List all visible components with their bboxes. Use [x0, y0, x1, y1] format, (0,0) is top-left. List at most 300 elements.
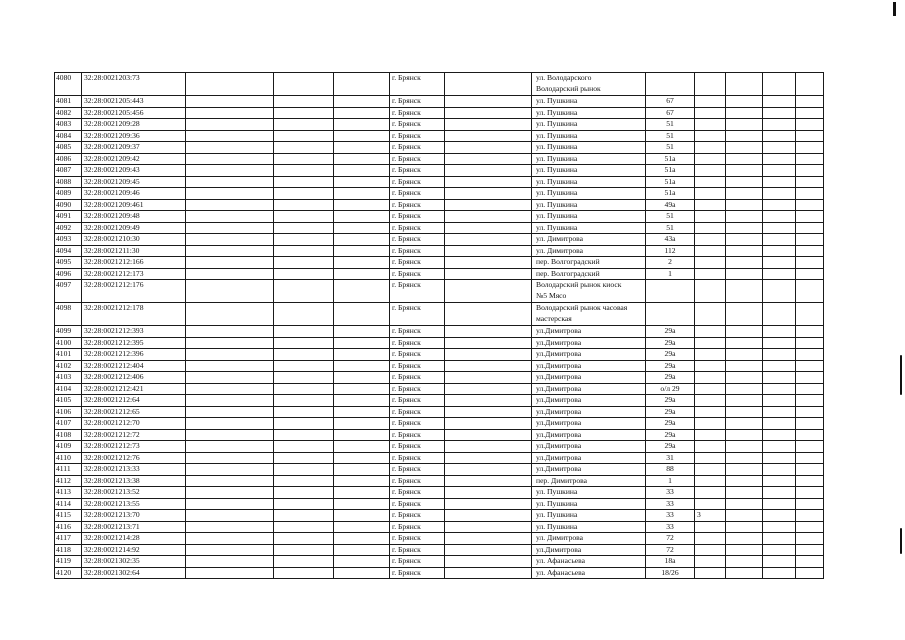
empty-cell: [726, 326, 763, 338]
empty-cell: [186, 303, 274, 326]
table-row: [55, 510, 824, 522]
empty-cell: [334, 533, 390, 545]
table-row: [55, 349, 824, 361]
empty-cell: [726, 211, 763, 223]
extra-cell: [695, 211, 726, 223]
row-number-cell: 4101: [55, 349, 82, 361]
cadastral-number-cell: 32:28:0021213:55: [82, 498, 186, 510]
empty-cell: [186, 360, 274, 372]
empty-cell: [445, 303, 532, 326]
cadastral-number-cell: 32:28:0021212:393: [82, 326, 186, 338]
cadastral-number-cell: 32:28:0021209:43: [82, 165, 186, 177]
city-cell: г. Брянск: [390, 395, 445, 407]
house-number-cell: 18а: [646, 556, 695, 568]
cadastral-number-cell: 32:28:0021212:70: [82, 418, 186, 430]
city-cell: г. Брянск: [390, 153, 445, 165]
empty-cell: [186, 96, 274, 108]
city-cell: г. Брянск: [390, 510, 445, 522]
empty-cell: [334, 119, 390, 131]
street-cell: ул.Димитрова: [532, 429, 646, 441]
empty-cell: [763, 510, 796, 522]
empty-cell: [445, 73, 532, 96]
empty-cell: [334, 73, 390, 96]
house-number-cell: 29а: [646, 406, 695, 418]
empty-cell: [274, 383, 334, 395]
cadastral-number-cell: 32:28:0021212:178: [82, 303, 186, 326]
table-row: [55, 395, 824, 407]
table-row: [55, 257, 824, 269]
house-number-cell: о/л 29: [646, 383, 695, 395]
empty-cell: [445, 268, 532, 280]
cadastral-number-cell: 32:28:0021212:421: [82, 383, 186, 395]
empty-cell: [726, 234, 763, 246]
cadastral-number-cell: 32:28:0021212:64: [82, 395, 186, 407]
empty-cell: [334, 130, 390, 142]
row-number-cell: 4097: [55, 280, 82, 303]
city-cell: г. Брянск: [390, 567, 445, 579]
row-number-cell: 4081: [55, 96, 82, 108]
house-number-cell: 51а: [646, 153, 695, 165]
empty-cell: [274, 73, 334, 96]
empty-cell: [274, 130, 334, 142]
house-number-cell: 18/26: [646, 567, 695, 579]
empty-cell: [334, 349, 390, 361]
empty-cell: [186, 165, 274, 177]
empty-cell: [334, 452, 390, 464]
extra-cell: [695, 268, 726, 280]
house-number-cell: 49а: [646, 199, 695, 211]
cadastral-number-cell: 32:28:0021210:30: [82, 234, 186, 246]
empty-cell: [726, 475, 763, 487]
house-number-cell: 67: [646, 107, 695, 119]
row-number-cell: 4114: [55, 498, 82, 510]
city-cell: г. Брянск: [390, 245, 445, 257]
table-row: [55, 107, 824, 119]
empty-cell: [445, 234, 532, 246]
street-cell: ул. Димитрова: [532, 245, 646, 257]
street-cell: ул. Пушкина: [532, 165, 646, 177]
empty-cell: [796, 130, 824, 142]
empty-cell: [763, 487, 796, 499]
cadastral-number-cell: 32:28:0021212:396: [82, 349, 186, 361]
empty-cell: [334, 153, 390, 165]
city-cell: г. Брянск: [390, 337, 445, 349]
extra-cell: [695, 567, 726, 579]
house-number-cell: 29а: [646, 326, 695, 338]
empty-cell: [763, 372, 796, 384]
street-cell: ул.Димитрова: [532, 452, 646, 464]
extra-cell: [695, 544, 726, 556]
cadastral-number-cell: 32:28:0021203:73: [82, 73, 186, 96]
empty-cell: [186, 257, 274, 269]
empty-cell: [186, 487, 274, 499]
city-cell: г. Брянск: [390, 188, 445, 200]
city-cell: г. Брянск: [390, 533, 445, 545]
empty-cell: [726, 130, 763, 142]
empty-cell: [334, 475, 390, 487]
cadastral-number-cell: 32:28:0021302:35: [82, 556, 186, 568]
extra-cell: [695, 326, 726, 338]
table-row: [55, 556, 824, 568]
empty-cell: [334, 234, 390, 246]
empty-cell: [334, 360, 390, 372]
city-cell: г. Брянск: [390, 199, 445, 211]
empty-cell: [186, 73, 274, 96]
empty-cell: [726, 510, 763, 522]
empty-cell: [334, 96, 390, 108]
table-row: [55, 142, 824, 154]
empty-cell: [796, 234, 824, 246]
row-number-cell: 4102: [55, 360, 82, 372]
empty-cell: [796, 280, 824, 303]
city-cell: г. Брянск: [390, 268, 445, 280]
empty-cell: [726, 533, 763, 545]
table-row: [55, 360, 824, 372]
empty-cell: [763, 441, 796, 453]
table-row: [55, 211, 824, 223]
empty-cell: [274, 153, 334, 165]
city-cell: г. Брянск: [390, 73, 445, 96]
empty-cell: [334, 464, 390, 476]
register-sheet: [54, 72, 824, 579]
street-cell: ул. Пушкина: [532, 222, 646, 234]
street-cell: ул.Димитрова: [532, 418, 646, 430]
empty-cell: [796, 475, 824, 487]
empty-cell: [186, 521, 274, 533]
street-cell: ул. Пушкина: [532, 211, 646, 223]
table-row: [55, 303, 824, 326]
row-number-cell: 4118: [55, 544, 82, 556]
row-number-cell: 4095: [55, 257, 82, 269]
row-number-cell: 4089: [55, 188, 82, 200]
street-cell: ул.Димитрова: [532, 360, 646, 372]
empty-cell: [445, 510, 532, 522]
empty-cell: [763, 280, 796, 303]
row-number-cell: 4113: [55, 487, 82, 499]
table-row: [55, 521, 824, 533]
street-cell: ул. Пушкина: [532, 199, 646, 211]
empty-cell: [763, 73, 796, 96]
table-row: [55, 96, 824, 108]
extra-cell: [695, 475, 726, 487]
street-cell: пер. Димитрова: [532, 475, 646, 487]
cadastral-number-cell: 32:28:0021212:73: [82, 441, 186, 453]
cadastral-number-cell: 32:28:0021209:37: [82, 142, 186, 154]
row-number-cell: 4108: [55, 429, 82, 441]
table-row: [55, 452, 824, 464]
empty-cell: [726, 487, 763, 499]
empty-cell: [274, 337, 334, 349]
empty-cell: [334, 521, 390, 533]
empty-cell: [186, 176, 274, 188]
empty-cell: [796, 245, 824, 257]
extra-cell: [695, 73, 726, 96]
empty-cell: [763, 464, 796, 476]
empty-cell: [274, 406, 334, 418]
empty-cell: [796, 119, 824, 131]
empty-cell: [445, 257, 532, 269]
empty-cell: [763, 188, 796, 200]
empty-cell: [274, 222, 334, 234]
city-cell: г. Брянск: [390, 441, 445, 453]
empty-cell: [796, 372, 824, 384]
empty-cell: [796, 556, 824, 568]
table-row: [55, 176, 824, 188]
empty-cell: [763, 475, 796, 487]
empty-cell: [763, 107, 796, 119]
table-row: [55, 165, 824, 177]
empty-cell: [445, 498, 532, 510]
cadastral-register-table: [54, 72, 824, 579]
street-cell: ул. Пушкина: [532, 487, 646, 499]
row-number-cell: 4110: [55, 452, 82, 464]
cadastral-number-cell: 32:28:0021212:65: [82, 406, 186, 418]
extra-cell: [695, 234, 726, 246]
table-row: [55, 326, 824, 338]
city-cell: г. Брянск: [390, 383, 445, 395]
empty-cell: [186, 383, 274, 395]
street-cell: ул.Димитрова: [532, 544, 646, 556]
empty-cell: [186, 222, 274, 234]
empty-cell: [186, 418, 274, 430]
empty-cell: [763, 567, 796, 579]
cadastral-number-cell: 32:28:0021212:166: [82, 257, 186, 269]
empty-cell: [445, 153, 532, 165]
empty-cell: [445, 383, 532, 395]
empty-cell: [186, 544, 274, 556]
empty-cell: [445, 130, 532, 142]
empty-cell: [796, 188, 824, 200]
empty-cell: [726, 119, 763, 131]
empty-cell: [445, 475, 532, 487]
empty-cell: [726, 142, 763, 154]
city-cell: г. Брянск: [390, 544, 445, 556]
house-number-cell: 33: [646, 521, 695, 533]
empty-cell: [445, 418, 532, 430]
empty-cell: [726, 257, 763, 269]
row-number-cell: 4103: [55, 372, 82, 384]
empty-cell: [334, 280, 390, 303]
cadastral-number-cell: 32:28:0021213:52: [82, 487, 186, 499]
scan-edge-mark: [900, 355, 902, 395]
empty-cell: [445, 487, 532, 499]
empty-cell: [334, 142, 390, 154]
row-number-cell: 4084: [55, 130, 82, 142]
empty-cell: [796, 498, 824, 510]
empty-cell: [796, 199, 824, 211]
empty-cell: [763, 429, 796, 441]
empty-cell: [186, 510, 274, 522]
row-number-cell: 4092: [55, 222, 82, 234]
empty-cell: [763, 142, 796, 154]
row-number-cell: 4096: [55, 268, 82, 280]
empty-cell: [726, 452, 763, 464]
row-number-cell: 4093: [55, 234, 82, 246]
empty-cell: [334, 487, 390, 499]
empty-cell: [274, 326, 334, 338]
empty-cell: [274, 498, 334, 510]
city-cell: г. Брянск: [390, 211, 445, 223]
table-row: [55, 372, 824, 384]
extra-cell: [695, 372, 726, 384]
extra-cell: [695, 452, 726, 464]
empty-cell: [726, 395, 763, 407]
city-cell: г. Брянск: [390, 142, 445, 154]
empty-cell: [796, 418, 824, 430]
row-number-cell: 4098: [55, 303, 82, 326]
cadastral-number-cell: 32:28:0021212:395: [82, 337, 186, 349]
empty-cell: [796, 222, 824, 234]
row-number-cell: 4120: [55, 567, 82, 579]
street-cell: ул. Димитрова: [532, 234, 646, 246]
empty-cell: [445, 165, 532, 177]
empty-cell: [796, 142, 824, 154]
empty-cell: [763, 521, 796, 533]
empty-cell: [445, 176, 532, 188]
empty-cell: [334, 268, 390, 280]
cadastral-number-cell: 32:28:0021205:456: [82, 107, 186, 119]
cadastral-number-cell: 32:28:0021209:461: [82, 199, 186, 211]
empty-cell: [274, 107, 334, 119]
row-number-cell: 4094: [55, 245, 82, 257]
empty-cell: [445, 222, 532, 234]
empty-cell: [334, 383, 390, 395]
empty-cell: [445, 395, 532, 407]
row-number-cell: 4091: [55, 211, 82, 223]
empty-cell: [763, 165, 796, 177]
extra-cell: [695, 418, 726, 430]
empty-cell: [763, 349, 796, 361]
row-number-cell: 4106: [55, 406, 82, 418]
cadastral-number-cell: 32:28:0021214:28: [82, 533, 186, 545]
empty-cell: [763, 406, 796, 418]
empty-cell: [274, 142, 334, 154]
extra-cell: [695, 107, 726, 119]
extra-cell: [695, 521, 726, 533]
empty-cell: [186, 406, 274, 418]
street-cell: пер. Волгоградский: [532, 268, 646, 280]
empty-cell: [796, 257, 824, 269]
empty-cell: [334, 429, 390, 441]
row-number-cell: 4090: [55, 199, 82, 211]
cadastral-number-cell: 32:28:0021209:49: [82, 222, 186, 234]
street-cell: ул. Пушкина: [532, 107, 646, 119]
empty-cell: [445, 521, 532, 533]
empty-cell: [796, 383, 824, 395]
empty-cell: [186, 464, 274, 476]
extra-cell: [695, 222, 726, 234]
house-number-cell: [646, 303, 695, 326]
table-row: [55, 234, 824, 246]
extra-cell: [695, 130, 726, 142]
extra-cell: [695, 464, 726, 476]
empty-cell: [186, 153, 274, 165]
house-number-cell: 51а: [646, 165, 695, 177]
extra-cell: [695, 280, 726, 303]
empty-cell: [763, 257, 796, 269]
house-number-cell: 33: [646, 498, 695, 510]
cadastral-number-cell: 32:28:0021212:176: [82, 280, 186, 303]
cadastral-number-cell: 32:28:0021209:46: [82, 188, 186, 200]
street-cell: ул. Пушкина: [532, 176, 646, 188]
empty-cell: [726, 372, 763, 384]
row-number-cell: 4107: [55, 418, 82, 430]
city-cell: г. Брянск: [390, 119, 445, 131]
empty-cell: [274, 441, 334, 453]
street-cell: ул. Пушкина: [532, 498, 646, 510]
empty-cell: [274, 556, 334, 568]
empty-cell: [726, 429, 763, 441]
street-cell: ул. Афанасьева: [532, 556, 646, 568]
street-cell: ул.Димитрова: [532, 395, 646, 407]
house-number-cell: 1: [646, 475, 695, 487]
empty-cell: [445, 372, 532, 384]
house-number-cell: [646, 280, 695, 303]
house-number-cell: 51: [646, 222, 695, 234]
empty-cell: [726, 521, 763, 533]
empty-cell: [763, 337, 796, 349]
extra-cell: [695, 383, 726, 395]
empty-cell: [334, 406, 390, 418]
city-cell: г. Брянск: [390, 326, 445, 338]
empty-cell: [726, 176, 763, 188]
empty-cell: [796, 395, 824, 407]
empty-cell: [796, 360, 824, 372]
empty-cell: [445, 556, 532, 568]
empty-cell: [445, 429, 532, 441]
empty-cell: [186, 142, 274, 154]
house-number-cell: 51: [646, 142, 695, 154]
empty-cell: [796, 165, 824, 177]
extra-cell: [695, 406, 726, 418]
cadastral-number-cell: 32:28:0021212:406: [82, 372, 186, 384]
empty-cell: [334, 303, 390, 326]
street-cell: ул. Пушкина: [532, 188, 646, 200]
table-row: [55, 153, 824, 165]
empty-cell: [796, 510, 824, 522]
table-row: [55, 280, 824, 303]
empty-cell: [796, 487, 824, 499]
street-cell: ул. Пушкина: [532, 142, 646, 154]
empty-cell: [726, 280, 763, 303]
house-number-cell: 51а: [646, 188, 695, 200]
extra-cell: [695, 556, 726, 568]
street-cell: ул.Димитрова: [532, 326, 646, 338]
city-cell: г. Брянск: [390, 222, 445, 234]
empty-cell: [186, 533, 274, 545]
empty-cell: [445, 96, 532, 108]
empty-cell: [763, 418, 796, 430]
table-row: [55, 429, 824, 441]
empty-cell: [334, 395, 390, 407]
street-cell: ул.Димитрова: [532, 464, 646, 476]
scan-edge-mark: [893, 2, 896, 16]
empty-cell: [445, 406, 532, 418]
row-number-cell: 4116: [55, 521, 82, 533]
empty-cell: [334, 372, 390, 384]
empty-cell: [274, 464, 334, 476]
empty-cell: [763, 268, 796, 280]
city-cell: г. Брянск: [390, 487, 445, 499]
house-number-cell: 29а: [646, 429, 695, 441]
empty-cell: [726, 165, 763, 177]
empty-cell: [445, 199, 532, 211]
empty-cell: [726, 337, 763, 349]
row-number-cell: 4099: [55, 326, 82, 338]
empty-cell: [186, 326, 274, 338]
city-cell: г. Брянск: [390, 107, 445, 119]
row-number-cell: 4109: [55, 441, 82, 453]
